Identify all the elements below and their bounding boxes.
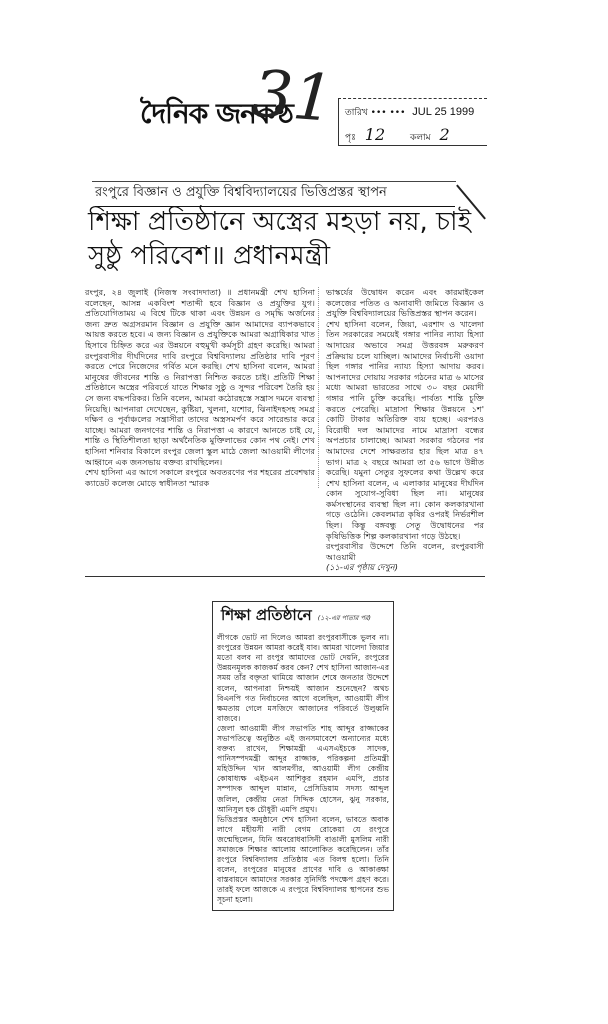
paragraph: শেখ হাসিনা বলেন, জিয়া, এরশাদ ও খালেদা তিন সরকারের সময়েই গঙ্গার পানির ন্যায্য হিস্যা আদায়ের অভাবে সমগ্র উত্তরবঙ্গ মরুকরণ প্রক্রিয়ায় চলে যাচ্ছিল। আমাদের নির্বাচনী ওয়াদা ছিল গঙ্গার পানির ন্যায্য হিস্যা আদায় করব। আপনাদের দোয়ায় সরকার গঠনের মাত্র ৬ মাসের মধ্যে আমরা ভারতের সাথে ৩০ বছর মেয়াদী গঙ্গার পানি চুক্তি করেছি। পার্বত্য শান্তি চুক্তি করতে পেরেছি। মাদ্রাসা শিক্ষার উন্নয়নে ১শ' কোটি টাকার অতিরিক্ত ব্যয় হচ্ছে। এরপরও বিরোধী দল আমাদের নামে মাদ্রাসা বন্ধের অপপ্রচার চালাচ্ছে। আমরা সরকার গঠনের পর আমাদের দেশে সাক্ষরতার হার ছিল মাত্র ৪৭ ভাগ। মাত্র ২ বছরে আমরা তা ৫৬ ভাগে উন্নীত করেছি। যমুনা সেতুর সুফলের কথা উল্লেখ করে শেখ হাসিনা বলেন, এ এলাকার মানুষের দীর্ঘদিন কোন সুযোগ-সুবিধা ছিল না। মানুষের কর্মসংস্থানের ব্যবস্থা ছিল না। কোন কলকারখানা গড়ে ওঠেনি। কেবলমাত্র কৃষির ওপরই নির্ভরশীল ছিল। কিন্তু বঙ্গবন্ধু সেতু উদ্বোধনের পর কৃষিভিত্তিক শিল্প কলকারখানা গড়ে উঠছে।	[326, 318, 484, 541]
paragraph: ভাস্কর্যের উদ্বোধন করেন এবং কারমাইকেল কলেজের পতিত ও অনাবাদী জমিতে বিজ্ঞান ও প্রযুক্তি বিশ্ববিদ্যালয়ের ভিত্তিপ্রস্তর স্থাপন করেন।	[326, 287, 484, 319]
article-body	[85, 287, 485, 911]
paragraph: শেখ হাসিনা এর আগে সকালে রংপুরে অবতরণের পর শহরের প্রবেশদ্বার ক্যাডেট কলেজ মোড়ে স্বাধীনতা স্মারক	[85, 467, 315, 488]
divider	[85, 576, 485, 577]
newspaper-masthead: দৈনিক জনকণ্ঠ	[140, 97, 293, 130]
continuation-box	[212, 601, 394, 911]
column-value: 2	[439, 125, 450, 144]
article-headline	[88, 205, 488, 273]
article-columns	[85, 287, 485, 573]
continuation-note: (১২-এর পাতার পর)	[317, 614, 371, 623]
page-column-row	[345, 125, 472, 145]
continuation-title: শিক্ষা প্রতিষ্ঠানে	[221, 606, 312, 625]
paragraph: রংপুর, ২৪ জুলাই (নিজস্ব সংবাদদাতা) ॥ প্রধানমন্ত্রী শেখ হাসিনা বলেছেন, আসন্ন একবিংশ শতাব্দী হবে বিজ্ঞান ও প্রযুক্তির যুগ। প্রতিযোগিতাময় এ বিশ্বে টিকে থাকা এবং উন্নয়ন ও সমৃদ্ধি অর্জনের জন্য দ্রুত অগ্রসরমান বিজ্ঞান ও প্রযুক্তি জ্ঞান আমাদের ব্যাপকভাবে আয়ত্ত করতে হবে। এ জন্য বিজ্ঞান ও প্রযুক্তিকে আমরা অগ্রাধিকার খাত হিসাবে চিহ্নিত করে এর উন্নয়নে বহুমুখী কর্মসূচী গ্রহণ করেছি। আমরা রংপুরবাসীর দীর্ঘদিনের দাবি রংপুরে বিশ্ববিদ্যালয় প্রতিষ্ঠার দাবি পূরণ করতে পেরে নিজেদের গর্বিত মনে করছি। শেখ হাসিনা বলেন, আমরা মানুষের জীবনের শান্তি ও নিরাপত্তা নিশ্চিত করতে চাই। প্রতিটি শিক্ষা প্রতিষ্ঠানে অস্ত্রের পরিবর্তে যাতে শিক্ষার সুষ্ঠু ও সুন্দর পরিবেশ তৈরি হয় সে জন্য বদ্ধপরিকর। তিনি বলেন, আমরা কঠোরহস্তে সন্ত্রাস দমনে ব্যবস্থা নিয়েছি। আপনারা দেখেছেন, কুষ্টিয়া, খুলনা, যশোর, ঝিনাইদহসহ সমগ্র দক্ষিণ ও পূর্বাঞ্চলের সন্ত্রাসীরা তাদের অস্ত্রসমর্পণ করে সারেন্ডার করে যাচ্ছে। আমরা জনগণের শান্তি ও নিরাপত্তা এ কারণে আনতে চাই যে, শান্তি ও স্থিতিশীলতা ছাড়া অর্থনৈতিক মুক্তিলাভের কোন পথ নেই। শেখ হাসিনা শনিবার বিকালে রংপুর জেলা স্কুল মাঠে জেলা আওয়ামী লীগের আহ্বানে এক জনসভায় বক্তব্য রাখছিলেন।	[85, 287, 315, 467]
date-label: তারিখ ••• •••	[345, 108, 406, 118]
paragraph: রংপুরবাসীর উদ্দেশে তিনি বলেন, রংপুরবাসী আওয়ামী	[326, 541, 484, 562]
date-value: JUL 25 1999	[412, 106, 475, 118]
handwritten-number: 31	[249, 57, 336, 137]
divider	[92, 181, 456, 182]
page-label: পৃঃ	[345, 133, 356, 143]
article-left-column	[85, 287, 319, 488]
continued-note: (১১-এর পৃষ্ঠায় দেখুন)	[326, 562, 398, 573]
date-stamp-box	[338, 98, 487, 146]
date-row	[345, 105, 474, 120]
paragraph: জেলা আওয়ামী লীগ সভাপতি শাহ আব্দুর রাজ্জাকের সভাপতিত্বে অনুষ্ঠিত এই জনসমাবেশে অন্যান্যের মধ্যে বক্তব্য রাখেন, শিক্ষামন্ত্রী এএসএইচকে সাদেক, পানিসম্পদমন্ত্রী আব্দুর রাজ্জাক, পরিকল্পনা প্রতিমন্ত্রী মহিউদ্দিন খান আলমগীর, আওয়ামী লীগ কেন্দ্রীয় কোষাধ্যক্ষ এইচএন আশিকুর রহমান এমপি, প্রচার সম্পাদক আব্দুল মান্নান, প্রেসিডিয়াম সদস্য আব্দুল জলিল, কেন্দ্রীয় নেতা সিদ্দিক হোসেন, ঝুনু সরকার, আনিসুল হক চৌধুরী এমপি প্রমুখ।	[217, 723, 389, 814]
headline-line-2: সুষ্ঠু পরিবেশ॥ প্রধানমন্ত্রী	[88, 241, 331, 271]
column-label: কলাম	[410, 133, 431, 143]
paragraph: ভিত্তিপ্রস্তর অনুষ্ঠানে শেখ হাসিনা বলেন, ভাবতে অবাক লাগে মহীয়সী নারী বেগম রোকেয়া যে রংপুরে জন্মেছিলেন, যিনি অবরোধবাসিনী বাঙালী মুসলিম নারী সমাজকে শিক্ষার আলোয় আলোকিত করেছিলেন। তাঁর রংপুরে বিশ্ববিদ্যালয় প্রতিষ্ঠায় এত বিলম্ব হলো। তিনি বলেন, রংপুরের মানুষের প্রাণের দাবি ও আকাঙ্ক্ষা বাস্তবায়নে আমাদের সরকার সুনির্দিষ্ট পদক্ষেপ গ্রহণ করে। তারই ফলে আজকে এ রংপুরে বিশ্ববিদ্যালয় স্থাপনের শুভ সূচনা হলো।	[217, 814, 389, 905]
article-kicker: রংপুরে বিজ্ঞান ও প্রযুক্তি বিশ্ববিদ্যালয়ের ভিত্তিপ্রস্তর স্থাপন	[95, 183, 455, 207]
page-value: 12	[364, 125, 386, 144]
continuation-header	[213, 602, 393, 633]
paragraph: লীগকে ভোট না দিলেও আমরা রংপুরবাসীকে ভুলব না। রংপুরের উন্নয়ন আমরা করেই যাব। আমরা খালেদা জিয়ার মতো বলব না রংপুর আমাদের ভোট দেয়নি, রংপুরের উন্নয়নমূলক কাজকর্ম করব কেন? শেখ হাসিনা আজান-এর সময় তাঁর বক্তৃতা থামিয়ে আজান শেষে জনতার উদ্দেশে বলেন, আপনারা নিশ্চয়ই আজান শুনেছেন? অথচ বিএনপি গত নির্বাচনের আগে বলেছিল, আওয়ামী লীগ ক্ষমতায় গেলে মসজিদে আজানের পরিবর্তে উলুধ্বনি বাজবে।	[217, 633, 389, 723]
article-right-column	[326, 287, 484, 573]
headline-line-1: শিক্ষা প্রতিষ্ঠানে অস্ত্রের মহড়া নয়, চাই	[88, 207, 472, 237]
continuation-body	[213, 633, 393, 906]
